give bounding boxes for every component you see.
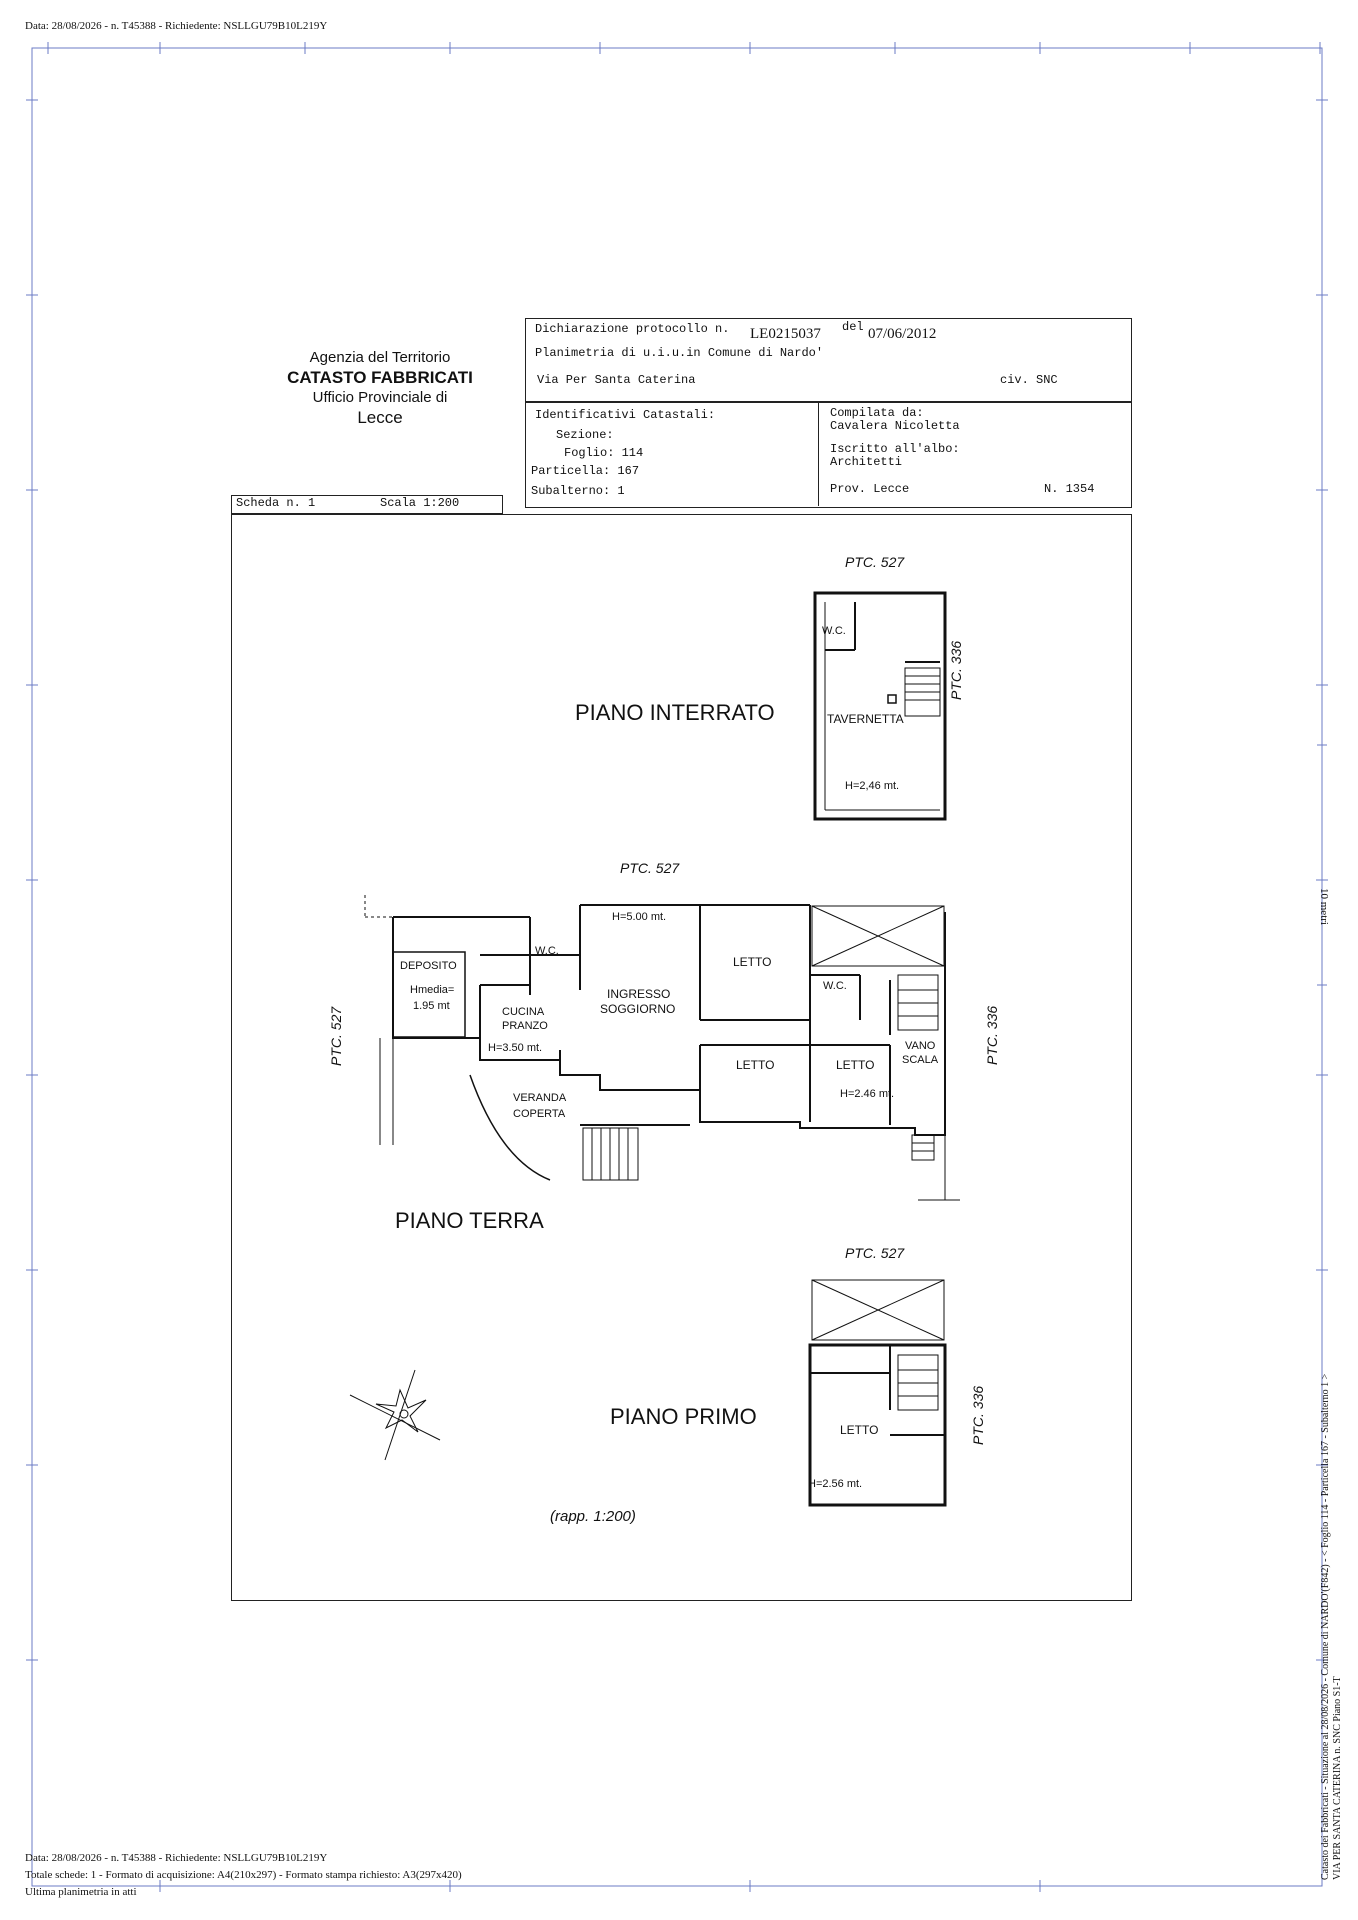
subalterno: Subalterno: 1 <box>531 484 625 498</box>
footer-line1: Data: 28/08/2026 - n. T45388 - Richiedente: NSLLGU79B10L219Y <box>25 1852 328 1864</box>
albo-value: Architetti <box>830 455 903 469</box>
declaration-prefix: Dichiarazione protocollo n. <box>535 322 730 336</box>
side-info-line2: VIA PER SANTA CATERINA n. SNC Piano S1-T <box>1332 1676 1343 1880</box>
primo-height: H=2.56 mt. <box>808 1478 863 1490</box>
terra-ingresso: INGRESSO <box>607 987 671 1001</box>
protocol-date: 07/06/2012 <box>868 326 937 342</box>
footer <box>25 1850 462 1901</box>
primo-ptc-right: PTC. 336 <box>970 1385 986 1445</box>
top-meta: Data: 28/08/2026 - n. T45388 - Richiedente: NSLLGU79B10L219Y <box>25 20 328 32</box>
agency-city: Lecce <box>357 408 403 427</box>
scheda-number: Scheda n. 1 <box>236 496 316 510</box>
scale-ruler-label: 10 metri <box>1318 888 1330 925</box>
primo-room: LETTO <box>840 1423 879 1437</box>
terra-letto2: LETTO <box>736 1058 775 1072</box>
compiler-name: Cavalera Nicoletta <box>830 419 960 433</box>
interrato-wc: W.C. <box>822 625 846 637</box>
interrato-room: TAVERNETTA <box>827 712 904 726</box>
particella: Particella: 167 <box>531 464 640 478</box>
interrato-title: PIANO INTERRATO <box>575 700 775 725</box>
planimetria-line: Planimetria di u.i.u.in Comune di Nardo' <box>535 346 824 360</box>
terra-ptc-top: PTC. 527 <box>620 860 680 876</box>
terra-wc2: W.C. <box>823 980 847 992</box>
primo-title: PIANO PRIMO <box>610 1404 757 1429</box>
terra-hmedia: Hmedia= <box>410 984 455 996</box>
interrato-ptc-right: PTC. 336 <box>948 640 964 700</box>
del-label: del <box>842 320 864 334</box>
scale-note: (rapp. 1:200) <box>550 1508 636 1525</box>
footer-line3: Ultima planimetria in atti <box>25 1886 137 1898</box>
terra-vano: VANO <box>905 1040 936 1052</box>
terra-scala: SCALA <box>902 1054 939 1066</box>
scheda-scale: Scala 1:200 <box>380 496 460 510</box>
terra-ptc-left: PTC. 527 <box>328 1006 344 1066</box>
civ-line: civ. SNC <box>1000 373 1058 387</box>
terra-h350: H=3.50 mt. <box>488 1042 543 1054</box>
compiler-prov: Prov. Lecce <box>830 482 910 496</box>
terra-soggiorno: SOGGIORNO <box>600 1002 676 1016</box>
sezione: Sezione: <box>556 428 614 442</box>
protocol-number: LE0215037 <box>750 326 821 342</box>
interrato-ptc-top: PTC. 527 <box>845 554 905 570</box>
terra-cucina: CUCINA <box>502 1006 545 1018</box>
address-line: Via Per Santa Caterina <box>537 373 696 387</box>
agency-office: Ufficio Provinciale di <box>312 389 448 406</box>
terra-hmedia-value: 1.95 mt <box>413 1000 450 1012</box>
terra-veranda: VERANDA <box>513 1092 567 1104</box>
terra-letto3: LETTO <box>836 1058 875 1072</box>
compiler-label: Compilata da: <box>830 406 924 420</box>
foglio: Foglio: 114 <box>564 446 644 460</box>
terra-letto1: LETTO <box>733 955 772 969</box>
terra-h246: H=2.46 mt. <box>840 1088 895 1100</box>
terra-coperta: COPERTA <box>513 1108 566 1120</box>
side-info <box>1320 1374 1344 1880</box>
terra-deposito: DEPOSITO <box>400 960 457 972</box>
terra-wc1: W.C. <box>535 945 559 957</box>
terra-h500: H=5.00 mt. <box>612 911 667 923</box>
compiler-number: N. 1354 <box>1044 482 1095 496</box>
primo-ptc-top: PTC. 527 <box>845 1245 905 1261</box>
albo-label: Iscritto all'albo: <box>830 442 960 456</box>
side-info-line1: Catasto dei Fabbricati - Situazione al 28/08/2026 - Comune di NARDO'(F842) - < Foglio 114 - Particella 167 - Subalterno 1 > <box>1320 1373 1331 1880</box>
identifiers-title: Identificativi Catastali: <box>535 408 716 422</box>
terra-ptc-right: PTC. 336 <box>984 1005 1000 1065</box>
agency-name: Agenzia del Territorio <box>309 349 451 366</box>
terra-pranzo: PRANZO <box>502 1020 548 1032</box>
footer-line2: Totale schede: 1 - Formato di acquisizione: A4(210x297) - Formato stampa richiesto: A3(297x420) <box>25 1869 462 1881</box>
agency-catasto: CATASTO FABBRICATI <box>287 368 473 387</box>
terra-title: PIANO TERRA <box>395 1208 544 1233</box>
interrato-height: H=2,46 mt. <box>845 780 900 792</box>
